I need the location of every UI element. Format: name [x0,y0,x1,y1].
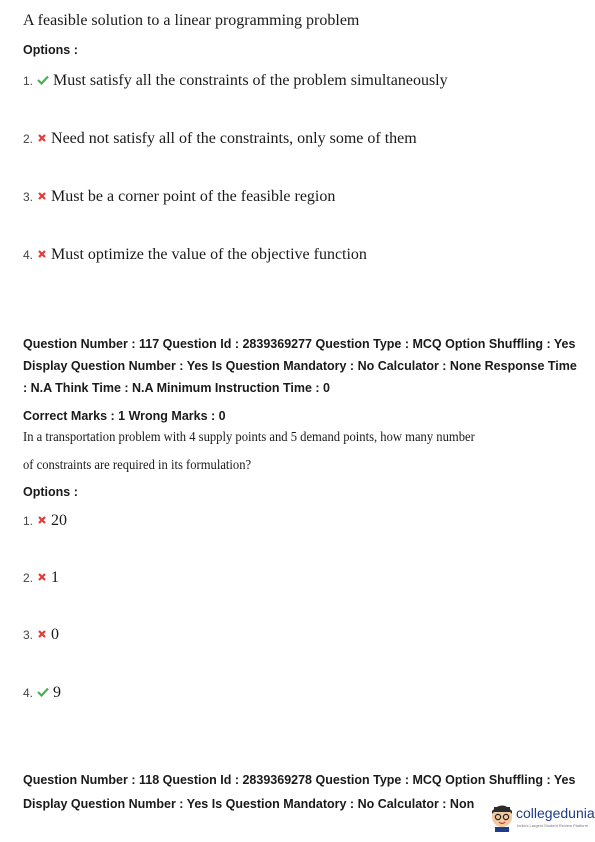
option-text: 1 [51,569,60,586]
option-number: 3. [23,628,34,642]
option-117-2 [23,569,59,587]
option-number: 4. [23,686,34,700]
option-117-3 [23,626,59,644]
collegedunia-logo [489,800,593,836]
option-117-4 [23,684,61,702]
meta-line: Question Number : 118 Question Id : 2839369278 Question Type : MCQ Option Shuffling : Yes [23,773,576,787]
option-number: 4. [23,248,34,262]
option-text: Must be a corner point of the feasible region [51,188,336,205]
meta-line: Question Number : 117 Question Id : 2839369277 Question Type : MCQ Option Shuffling : Yes [23,337,576,351]
option-text: Need not satisfy all of the constraints, only some of them [51,130,417,147]
logo-tagline: India's Largest Student Review Platform [517,823,589,828]
option-116-3 [23,188,335,206]
question-116-text: A feasible solution to a linear programming problem [23,12,360,29]
question-117-text-line2: of constraints are required in its formulation? [23,458,252,473]
option-116-2 [23,130,417,148]
check-icon [37,687,49,697]
options-label-116: Options : [23,43,78,57]
check-icon [37,75,49,85]
cross-icon [37,133,47,143]
option-text: 20 [51,512,68,529]
question-117-meta [23,333,583,399]
cross-icon [37,572,47,582]
option-text: 9 [53,684,62,701]
logo-name: collegedunia [516,805,595,821]
meta-line: Display Question Number : Yes Is Question Mandatory : No Calculator : Non [23,797,475,811]
option-number: 1. [23,74,34,88]
option-number: 2. [23,132,34,146]
option-116-4 [23,246,367,264]
option-116-1 [23,72,448,90]
cross-icon [37,515,47,525]
option-number: 1. [23,514,34,528]
options-label-117: Options : [23,485,78,499]
question-117-marks: Correct Marks : 1 Wrong Marks : 0 [23,409,226,423]
question-117-text-line1: In a transportation problem with 4 supply points and 5 demand points, how many number [23,430,475,445]
option-117-1 [23,512,67,530]
option-text: Must optimize the value of the objective function [51,246,367,263]
cross-icon [37,249,47,259]
option-text: 0 [51,626,60,643]
meta-line: Display Question Number : Yes Is Question Mandatory : No Calculator : None Response Time [23,359,577,373]
cross-icon [37,629,47,639]
mascot-icon [489,802,515,832]
option-number: 3. [23,190,34,204]
meta-line: : N.A Think Time : N.A Minimum Instruction Time : 0 [23,381,330,395]
cross-icon [37,191,47,201]
option-number: 2. [23,571,34,585]
option-text: Must satisfy all the constraints of the problem simultaneously [53,72,448,89]
